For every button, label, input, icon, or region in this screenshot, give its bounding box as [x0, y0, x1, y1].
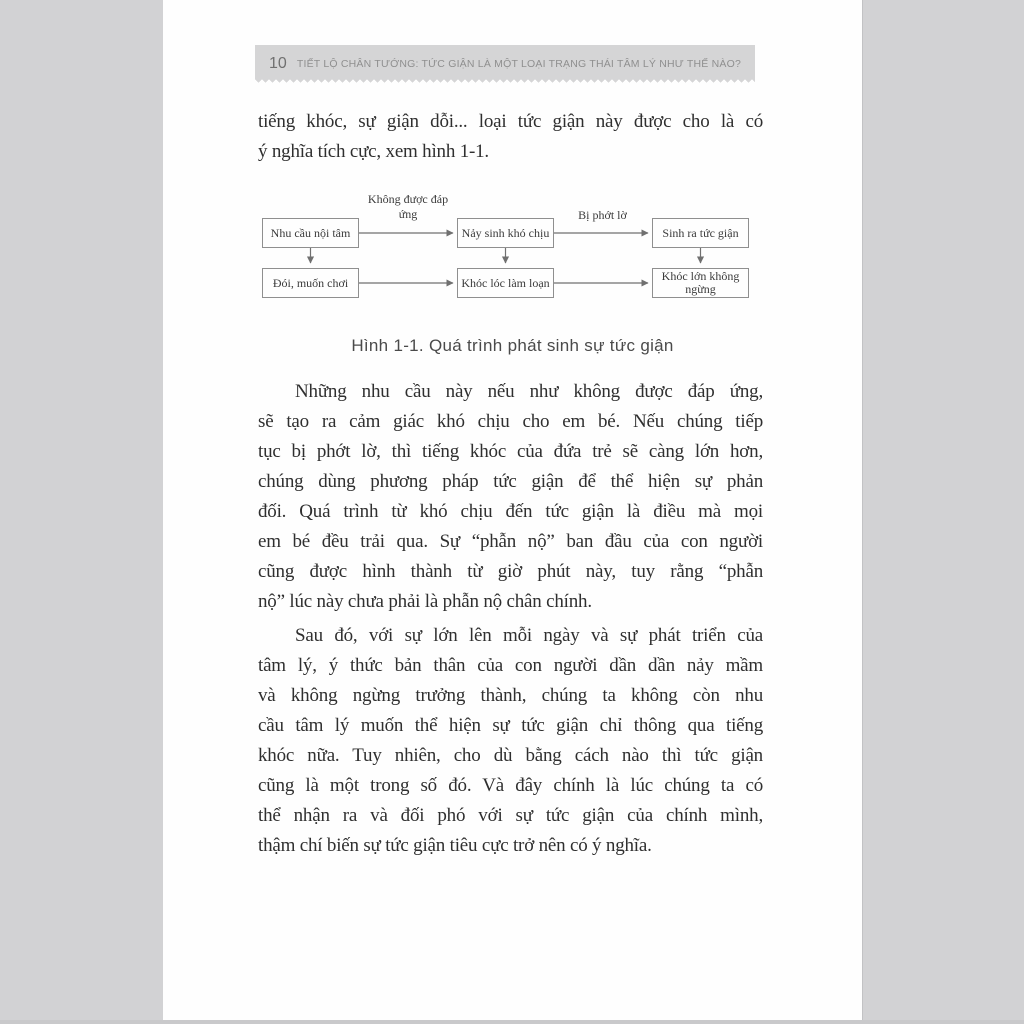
text-line: khóc nữa. Tuy nhiên, cho dù bằng cách nào thì tức giận: [258, 745, 763, 766]
text-line: nộ” lúc này chưa phải là phẫn nộ chân chính.: [258, 591, 592, 612]
figure-caption: Hình 1-1. Quá trình phát sinh sự tức giận: [351, 336, 674, 355]
text-line: ý nghĩa tích cực, xem hình 1-1.: [258, 141, 489, 162]
edge-label-ignored: Bị phớt lờ: [578, 208, 627, 222]
page-header: [255, 45, 755, 83]
text-line: cũng là một trong số đó. Và đây chính là lúc chúng ta có: [258, 775, 763, 796]
running-title: TIẾT LỘ CHÂN TƯỚNG: TỨC GIẬN LÀ MỘT LOẠI TRẠNG THÁI TÂM LÝ NHƯ THẾ NÀO?: [296, 58, 741, 70]
right-page-margin: [862, 0, 1024, 1024]
flow-box-cry-fuss: Khóc lóc làm loạn: [457, 268, 554, 298]
flow-box-loud-cry: Khóc lớn không ngừng: [652, 268, 749, 298]
text-line: sẽ tạo ra cảm giác khó chịu cho em bé. Nếu chúng tiếp: [258, 411, 763, 432]
page: [163, 0, 862, 1024]
paragraph: [258, 107, 763, 167]
text-line: cũng được hình thành từ giờ phút này, tuy rằng “phẫn: [258, 561, 763, 582]
edge-label-not-met: Không được đáp ứng: [367, 192, 449, 221]
text-line: thậm chí biến sự tức giận tiêu cực trở nên có ý nghĩa.: [258, 835, 652, 856]
flow-box-discomfort: Nảy sinh khó chịu: [457, 218, 554, 248]
text-line: và không ngừng trưởng thành, chúng ta không còn nhu: [258, 685, 763, 706]
text-line: Sau đó, với sự lớn lên mỗi ngày và sự phát triển của: [295, 625, 763, 646]
text-line: cầu tâm lý muốn thể hiện sự tức giận chỉ thông qua tiếng: [258, 715, 763, 736]
text-line: tục bị phớt lờ, thì tiếng khóc của đứa trẻ sẽ càng lớn hơn,: [258, 441, 763, 462]
figure-1-1: [255, 190, 765, 315]
text-line: Những nhu cầu này nếu như không được đáp ứng,: [295, 381, 763, 402]
flow-box-anger: Sinh ra tức giận: [652, 218, 749, 248]
photo-bottom-edge: [0, 1020, 1024, 1024]
text-line: tiếng khóc, sự giận dỗi... loại tức giận này được cho là có: [258, 111, 763, 132]
page-number: 10: [269, 55, 287, 72]
paragraph: [258, 621, 763, 861]
paragraph: [258, 377, 763, 617]
text-line: đối. Quá trình từ khó chịu đến tức giận là điều mà mọi: [258, 501, 763, 522]
text-line: thể nhận ra và đối phó với sự tức giận của chính mình,: [258, 805, 763, 826]
flow-box-inner-need: Nhu cầu nội tâm: [262, 218, 359, 248]
flow-box-hungry-play: Đói, muốn chơi: [262, 268, 359, 298]
text-line: chúng dùng phương pháp tức giận để thể hiện sự phản: [258, 471, 763, 492]
text-line: em bé đều trải qua. Sự “phẫn nộ” ban đầu của con người: [258, 531, 763, 552]
text-line: tâm lý, ý thức bản thân của con người dần dần nảy mầm: [258, 655, 763, 676]
left-page-margin: [0, 0, 164, 1024]
